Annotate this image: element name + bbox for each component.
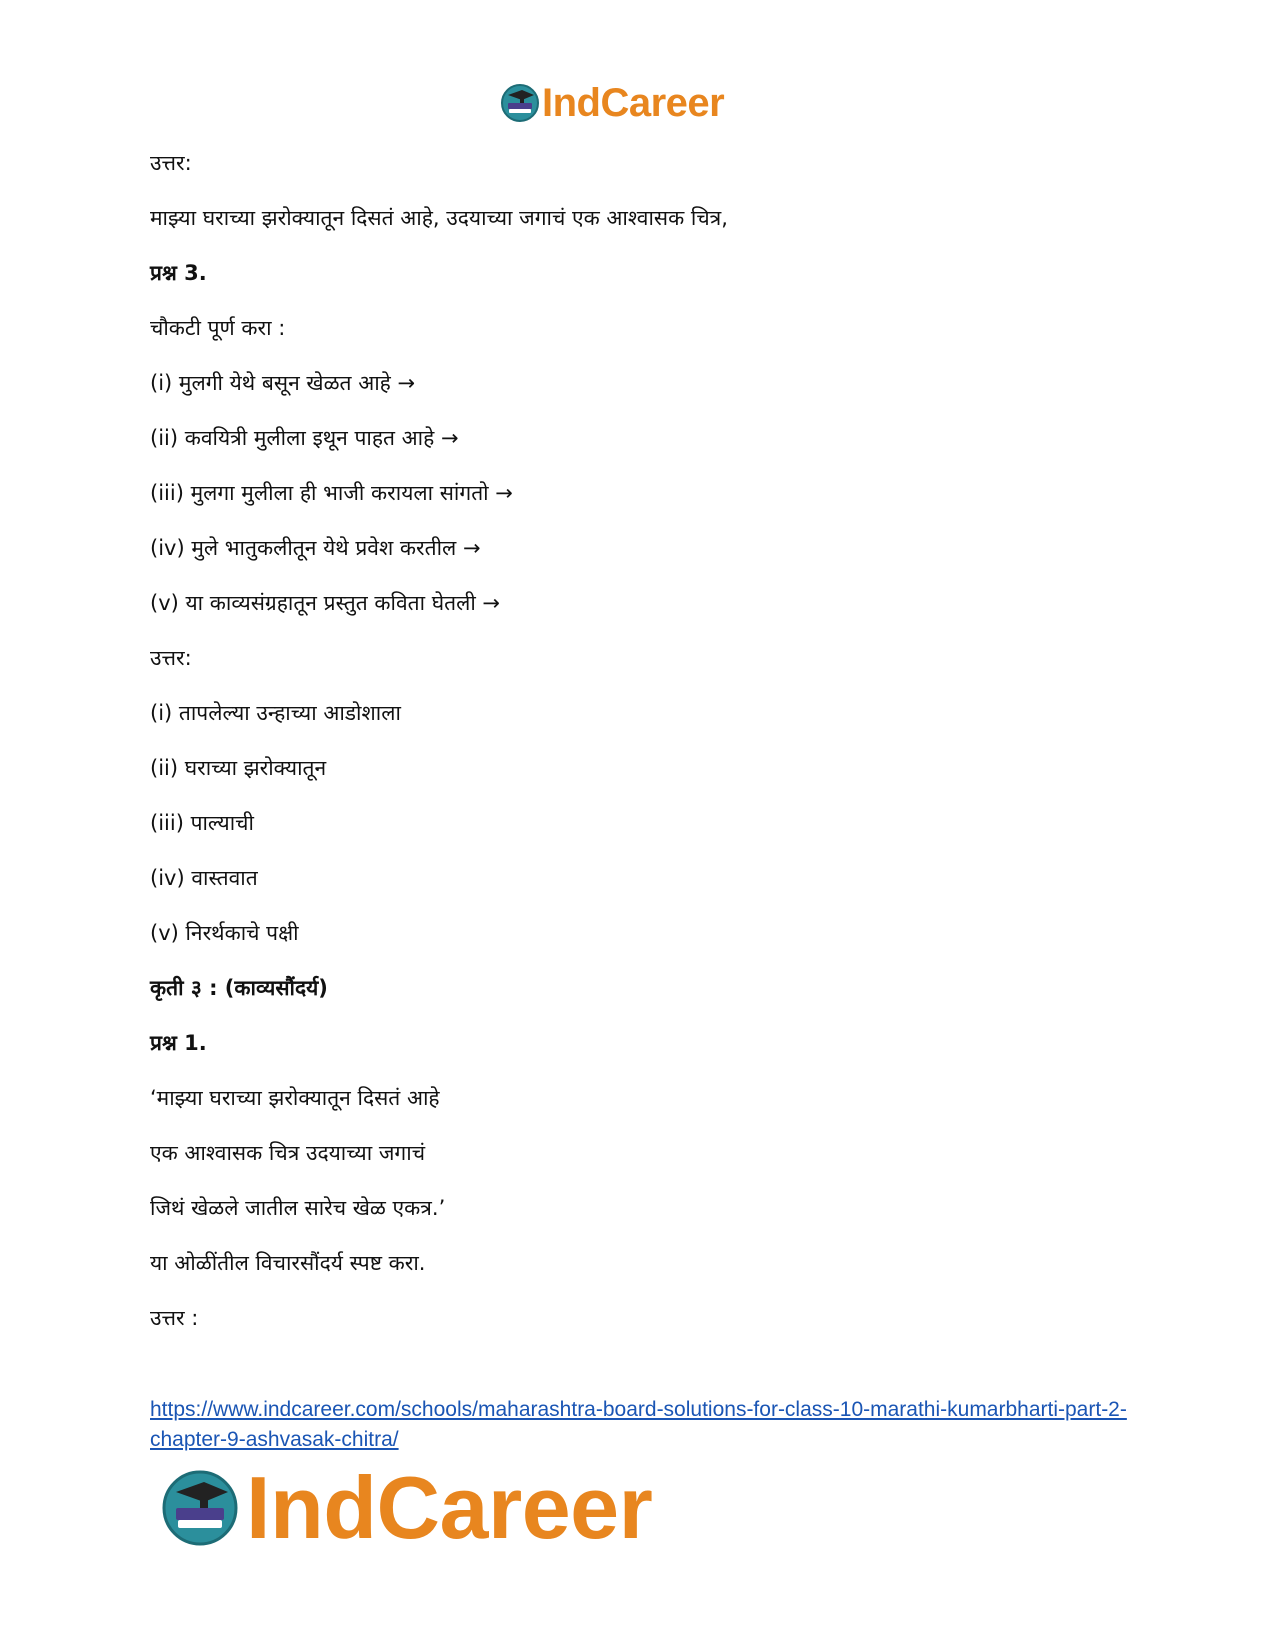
text-line: (i) मुलगी येथे बसून खेळत आहे → [150, 371, 416, 395]
text-line: (iii) पाल्याची [150, 811, 254, 835]
text-line: उत्तर : [150, 1306, 199, 1330]
text-line: (ii) घराच्या झरोक्यातून [150, 756, 327, 780]
text-line: (iv) वास्तवात [150, 866, 258, 890]
footer-logo [160, 1460, 652, 1556]
book-globe-icon [500, 83, 540, 123]
text-line: माझ्या घराच्या झरोक्यातून दिसतं आहे, उदयाच्या जगाचं एक आश्वासक चित्र, [150, 206, 728, 230]
text-line: एक आश्वासक चित्र उदयाच्या जगाचं [150, 1141, 426, 1165]
text-line: चौकटी पूर्ण करा : [150, 316, 286, 340]
text-line: प्रश्न 1. [150, 1031, 207, 1055]
brand-name: IndCareer [246, 1458, 653, 1557]
text-line: (v) निरर्थकाचे पक्षी [150, 921, 299, 945]
document-body [150, 145, 1150, 1355]
text-line: ‘माझ्या घराच्या झरोक्यातून दिसतं आहे [150, 1086, 440, 1110]
text-line: उत्तर: [150, 646, 192, 670]
text-line: जिथं खेळले जातील सारेच खेळ एकत्र.’ [150, 1196, 446, 1220]
text-line: या ओळींतील विचारसौंदर्य स्पष्ट करा. [150, 1251, 426, 1275]
text-line: उत्तर: [150, 151, 192, 175]
text-line: प्रश्न 3. [150, 261, 207, 285]
text-line: (iv) मुले भातुकलीतून येथे प्रवेश करतील → [150, 536, 481, 560]
source-link[interactable]: https://www.indcareer.com/schools/maharashtra-board-solutions-for-class-10-marathi-kumarbharti-part-2-chapter-9-ashvasak-chitra/ [150, 1398, 1127, 1451]
text-line: (i) तापलेल्या उन्हाच्या आडोशाला [150, 701, 401, 725]
text-line: (ii) कवयित्री मुलीला इथून पाहत आहे → [150, 426, 459, 450]
text-line: (v) या काव्यसंग्रहातून प्रस्तुत कविता घेतली → [150, 591, 501, 615]
text-line: कृती ३ : (काव्यसौंदर्य) [150, 976, 328, 1000]
brand-name: IndCareer [542, 81, 725, 125]
header-logo [500, 80, 724, 126]
book-globe-icon [160, 1468, 240, 1548]
text-line: (iii) मुलगा मुलीला ही भाजी करायला सांगतो → [150, 481, 513, 505]
